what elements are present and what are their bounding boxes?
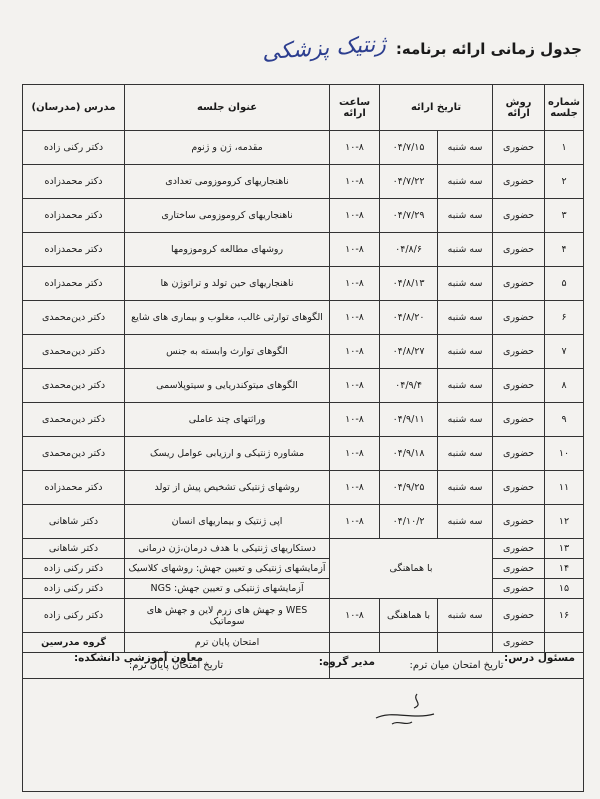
header-num: شماره جلسه [545,85,584,131]
date-cell: ۰۴/۱۰/۲ [380,505,438,539]
table-row [23,505,584,539]
header-method: روش ارائه [493,85,545,131]
session-title: ناهنجاریهای کروموزومی ساختاری [125,199,330,233]
table-row [23,233,584,267]
teacher-cell: دکتر دین‌محمدی [23,403,125,437]
table-row [23,599,584,633]
final-date-label: تاریخ امتحان پایان ترم: [23,653,330,679]
table-row [23,369,584,403]
teacher-cell: دکتر محمدزاده [23,233,125,267]
session-title: الگوهای توارثی غالب، مغلوب و بیماری های شایع [125,301,330,335]
time-cell: ۱۰-۸ [330,437,380,471]
header-title: عنوان جلسه [125,85,330,131]
teacher-cell: دکتر رکنی زاده [23,599,125,633]
table-row [23,199,584,233]
signature-footer [22,642,584,792]
session-title: دستکاریهای ژنتیکی با هدف درمان،ژن درمانی [125,539,330,559]
table-row [23,267,584,301]
schedule-table [22,84,584,679]
session-number: ۶ [545,301,584,335]
table-row [23,131,584,165]
session-number: ۱۱ [545,471,584,505]
session-title: ناهنجاریهای کروموزومی تعدادی [125,165,330,199]
session-number: ۱۶ [545,599,584,633]
teacher-cell: دکتر دین‌محمدی [23,437,125,471]
date-cell: ۰۴/۸/۱۳ [380,267,438,301]
date-cell: ۰۴/۸/۶ [380,233,438,267]
time-cell: ۱۰-۸ [330,369,380,403]
date-cell: ۰۴/۹/۴ [380,369,438,403]
teacher-cell: دکتر رکنی زاده [23,131,125,165]
teacher-cell: گروه مدرسین [23,633,125,653]
course-responsible-label: مسئول درس: [504,652,575,664]
teacher-cell: دکتر دین‌محمدی [23,369,125,403]
session-number: ۵ [545,267,584,301]
teacher-cell: دکتر محمدزاده [23,471,125,505]
teacher-cell: دکتر دین‌محمدی [23,335,125,369]
date-cell: ۰۴/۷/۱۵ [380,131,438,165]
date-cell: ۰۴/۸/۲۰ [380,301,438,335]
midterm-date-label: تاریخ امتحان میان ترم: [330,653,584,679]
session-title: مشاوره ژنتیکی و ارزیابی عوامل ریسک [125,437,330,471]
day-cell: سه شنبه [438,267,493,301]
time-cell: ۱۰-۸ [330,471,380,505]
date-cell: ۰۴/۹/۱۸ [380,437,438,471]
teacher-cell: دکتر محمدزاده [23,165,125,199]
session-title: ناهنجاریهای حین تولد و تراتوژن ها [125,267,330,301]
date-cell: ۰۴/۷/۲۲ [380,165,438,199]
table-row [23,437,584,471]
method-cell: حضوری [493,335,545,369]
method-cell: حضوری [493,233,545,267]
session-title: اپی ژنتیک و بیماریهای انسان [125,505,330,539]
teacher-cell: دکتر محمدزاده [23,199,125,233]
session-title: آزمایشهای ژنتیکی و تعیین جهش: NGS [125,579,330,599]
day-cell: سه شنبه [438,471,493,505]
day-cell: سه شنبه [438,599,493,633]
method-cell: حضوری [493,437,545,471]
day-cell: سه شنبه [438,437,493,471]
time-cell: ۱۰-۸ [330,131,380,165]
time-cell: ۱۰-۸ [330,335,380,369]
method-cell: حضوری [493,599,545,633]
teacher-cell: دکتر رکنی زاده [23,579,125,599]
page-title: جدول زمانی ارائه برنامه: [395,39,582,58]
session-number: ۱۵ [545,579,584,599]
method-cell: حضوری [493,165,545,199]
session-number: ۳ [545,199,584,233]
day-cell: سه شنبه [438,335,493,369]
method-cell: حضوری [493,199,545,233]
teacher-cell: دکتر شاهانی [23,505,125,539]
method-cell: حضوری [493,505,545,539]
program-name-handwritten: ژنتیک پزشکی [261,31,387,66]
time-cell: ۱۰-۸ [330,233,380,267]
session-number: ۴ [545,233,584,267]
date-cell: ۰۴/۹/۲۵ [380,471,438,505]
time-cell: ۱۰-۸ [330,301,380,335]
day-cell: سه شنبه [438,301,493,335]
time-cell: ۱۰-۸ [330,403,380,437]
group-head-label: مدیر گروه: [318,656,375,668]
session-number: ۲ [545,165,584,199]
method-cell: حضوری [493,369,545,403]
session-title: روشهای مطالعه کروموزومها [125,233,330,267]
session-title: آزمایشهای ژنتیکی و تعیین جهش: روشهای کلاسیک [125,559,330,579]
method-cell: حضوری [493,403,545,437]
table-row [23,539,584,559]
day-cell: سه شنبه [438,131,493,165]
day-cell: سه شنبه [438,233,493,267]
time-cell: ۱۰-۸ [330,165,380,199]
session-title: وراثتهای چند عاملی [125,403,330,437]
teacher-cell: دکتر محمدزاده [23,267,125,301]
session-number: ۱۴ [545,559,584,579]
table-row [23,403,584,437]
date-cell: ۰۴/۹/۱۱ [380,403,438,437]
method-cell: حضوری [493,559,545,579]
header-time: ساعت ارائه [330,85,380,131]
document-sheet [22,22,584,792]
time-cell: ۱۰-۸ [330,267,380,301]
day-cell: سه شنبه [438,403,493,437]
coordinated-date-cell: با هماهنگی [330,539,493,599]
day-cell: سه شنبه [438,505,493,539]
day-cell: سه شنبه [438,199,493,233]
session-title: روشهای ژنتیکی تشخیص پیش از تولد [125,471,330,505]
signature-mark [362,690,442,730]
time-cell: ۱۰-۸ [330,505,380,539]
method-cell: حضوری [493,301,545,335]
date-cell: با هماهنگی [380,599,438,633]
session-number: ۱ [545,131,584,165]
date-cell: ۰۴/۷/۲۹ [380,199,438,233]
session-number: ۹ [545,403,584,437]
method-cell: حضوری [493,539,545,559]
table-row [23,471,584,505]
title-row [261,31,582,66]
session-number: ۱۲ [545,505,584,539]
table-row [23,335,584,369]
session-title: امتحان پایان ترم [125,633,330,653]
method-cell: حضوری [493,579,545,599]
table-row [23,579,584,599]
header-teacher: مدرس (مدرسان) [23,85,125,131]
session-title: الگوهای توارث وابسته به جنس [125,335,330,369]
method-cell: حضوری [493,471,545,505]
session-number: ۷ [545,335,584,369]
table-row [23,559,584,579]
header-date: تاریخ ارائه [380,85,493,131]
table-row [23,301,584,335]
teacher-cell: دکتر رکنی زاده [23,559,125,579]
teacher-cell: دکتر دین‌محمدی [23,301,125,335]
session-number: ۱۳ [545,539,584,559]
table-row [23,165,584,199]
date-cell: ۰۴/۸/۲۷ [380,335,438,369]
method-cell: حضوری [493,633,545,653]
session-number: ۸ [545,369,584,403]
session-number: ۱۰ [545,437,584,471]
teacher-cell: دکتر شاهانی [23,539,125,559]
method-cell: حضوری [493,131,545,165]
time-cell: ۱۰-۸ [330,199,380,233]
session-title: مقدمه، ژن و ژنوم [125,131,330,165]
day-cell: سه شنبه [438,369,493,403]
session-title: الگوهای میتوکندریایی و سیتوپلاسمی [125,369,330,403]
vice-dean-label: معاون آموزشی دانشکده: [73,652,203,664]
method-cell: حضوری [493,267,545,301]
session-title: WES و جهش های زرم لاین و جهش های سوماتیک [125,599,330,633]
time-cell: ۱۰-۸ [330,599,380,633]
day-cell: سه شنبه [438,165,493,199]
